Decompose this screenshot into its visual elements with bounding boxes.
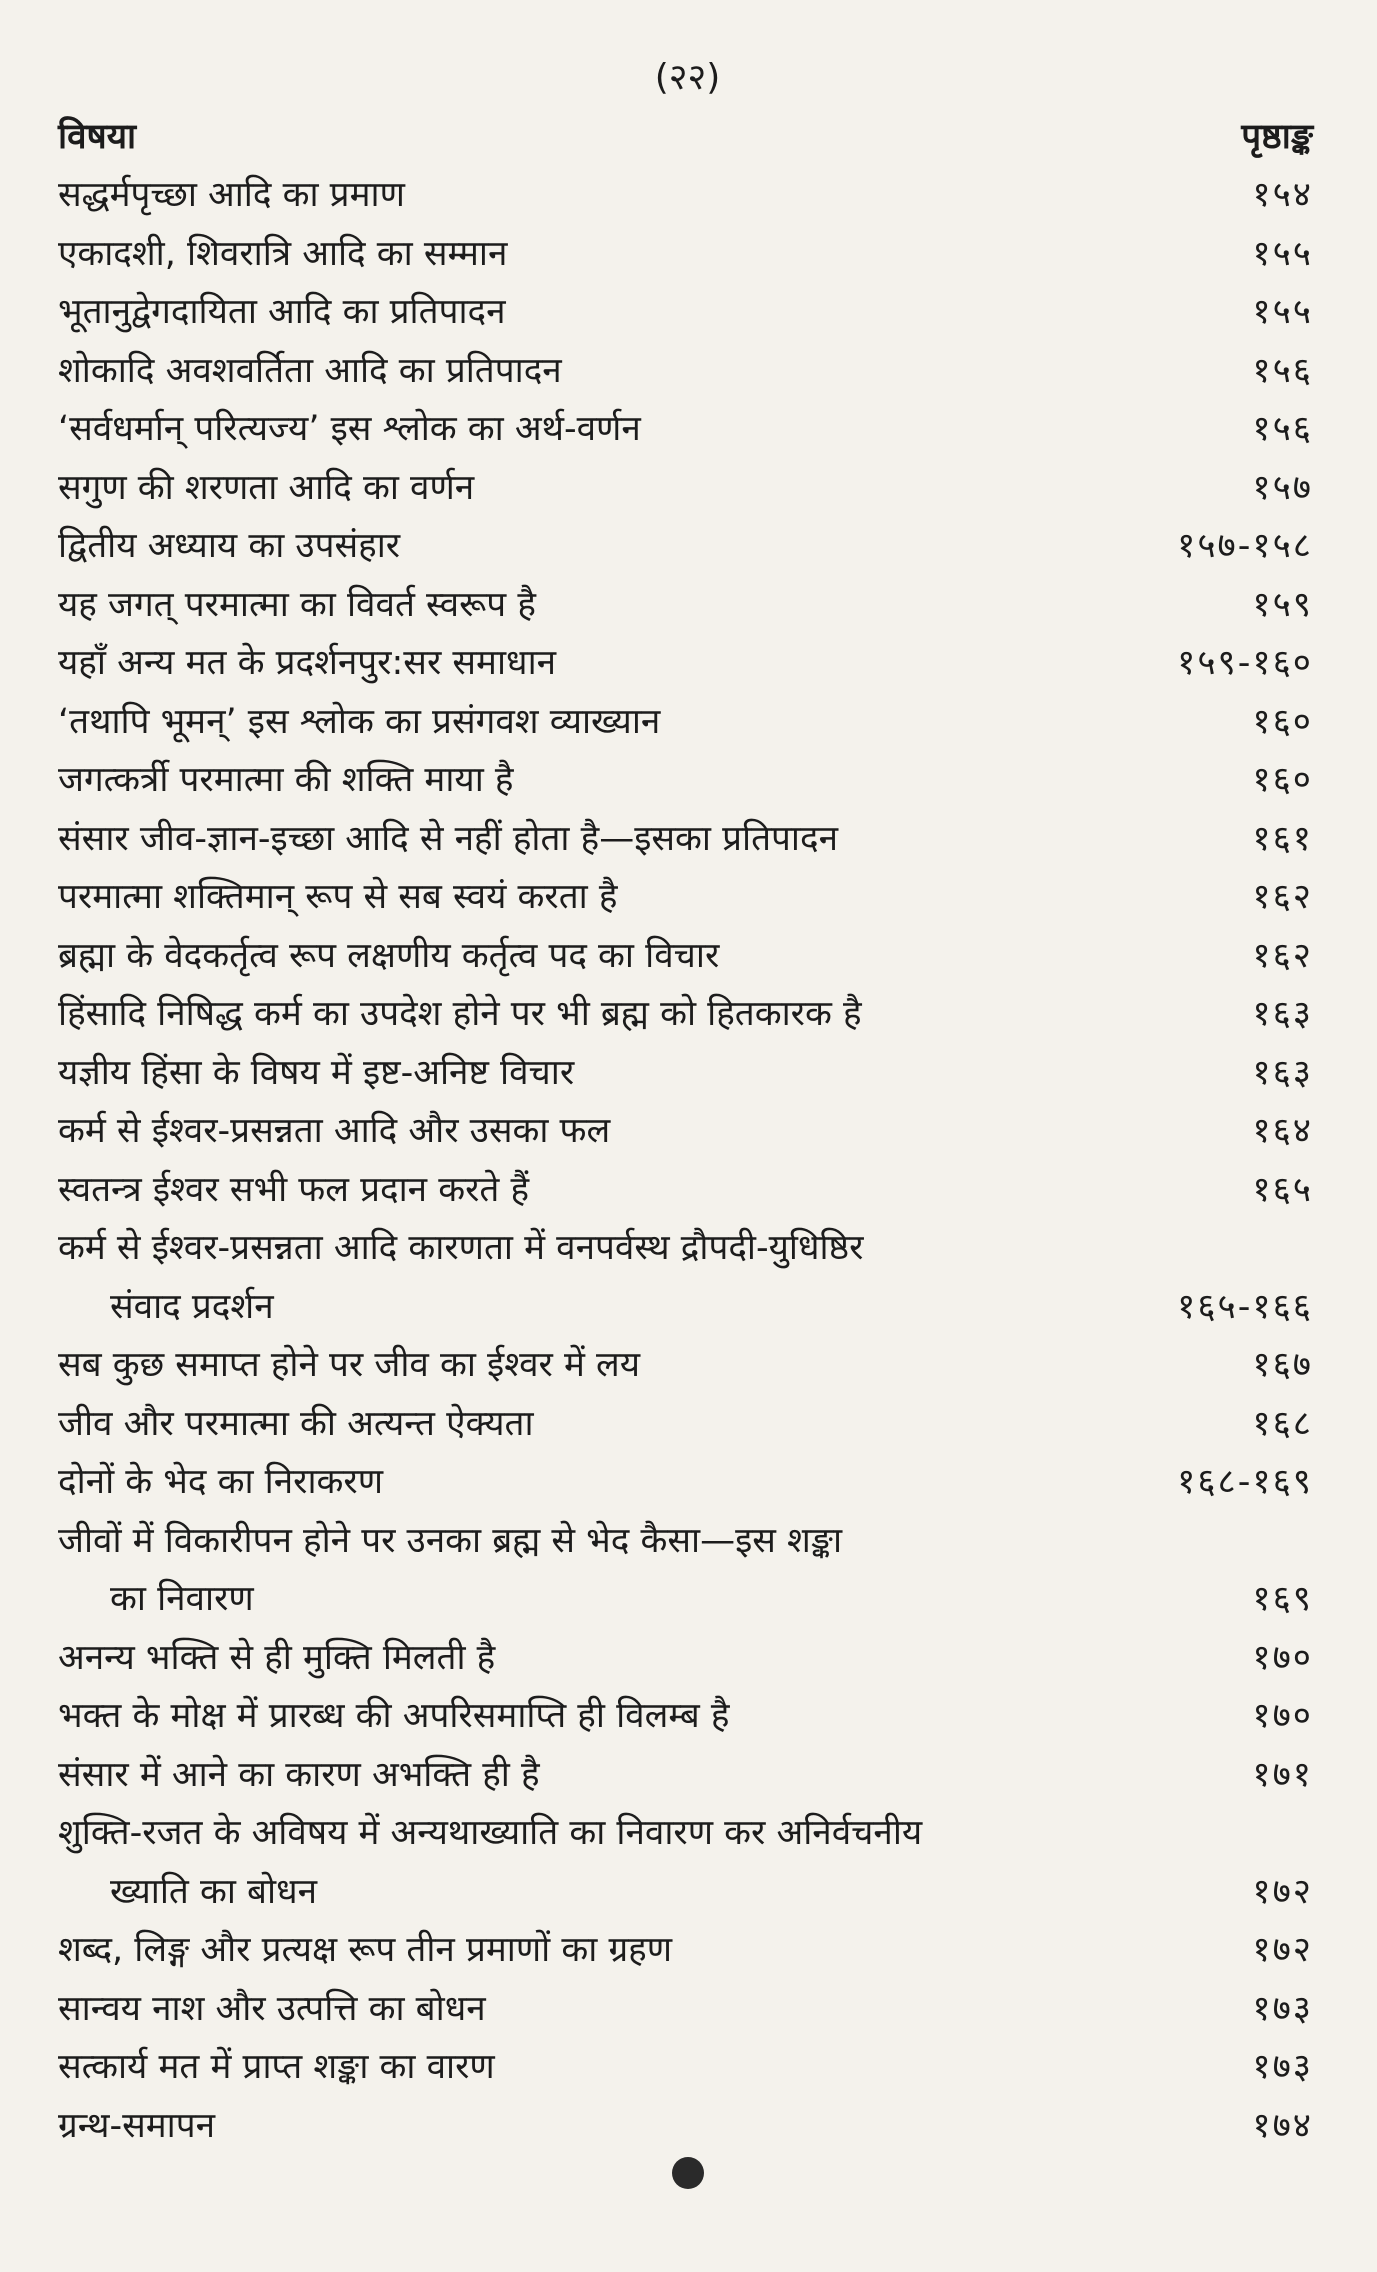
toc-entry-line bbox=[58, 1161, 1317, 1220]
toc-entry bbox=[58, 1687, 1317, 1746]
toc-entry-page: १६९ bbox=[1252, 1579, 1313, 1619]
toc-entry-page: १७३ bbox=[1252, 1988, 1313, 2029]
toc-entry-page: १६० bbox=[1252, 760, 1313, 800]
toc-entry-title: शोकादि अवशवर्तिता आदि का प्रतिपादन bbox=[58, 350, 562, 391]
toc-entry bbox=[58, 810, 1317, 869]
toc-entry bbox=[58, 1512, 1317, 1629]
toc-entry-line bbox=[58, 1453, 1317, 1512]
toc-entry bbox=[58, 576, 1317, 635]
toc-entry-line bbox=[58, 751, 1317, 810]
toc-entry-line bbox=[58, 868, 1317, 927]
toc-entry bbox=[58, 1161, 1317, 1220]
toc-entry-line bbox=[58, 2097, 1317, 2156]
toc-entry-title: संसार में आने का कारण अभक्ति ही है bbox=[58, 1754, 540, 1795]
toc-entry-line bbox=[58, 1336, 1317, 1395]
toc-entry-title: कर्म से ईश्वर-प्रसन्नता आदि और उसका फल bbox=[58, 1111, 611, 1151]
toc-entry-title: भूतानुद्वेगदायिता आदि का प्रतिपादन bbox=[58, 292, 506, 332]
toc-entry-line bbox=[58, 342, 1317, 401]
table-of-contents bbox=[58, 166, 1317, 2155]
toc-entry-title: द्वितीय अध्याय का उपसंहार bbox=[58, 526, 401, 566]
toc-entry-title: एकादशी, शिवरात्रि आदि का सम्मान bbox=[58, 233, 508, 274]
toc-entry-line bbox=[58, 517, 1317, 576]
toc-entry bbox=[58, 517, 1317, 576]
toc-entry bbox=[58, 1395, 1317, 1454]
toc-entry bbox=[58, 400, 1317, 459]
toc-entry-page: १६० bbox=[1252, 701, 1313, 742]
toc-entry bbox=[58, 166, 1317, 225]
toc-entry-line bbox=[58, 1629, 1317, 1688]
toc-entry bbox=[58, 927, 1317, 986]
toc-entry bbox=[58, 693, 1317, 752]
toc-entry bbox=[58, 1746, 1317, 1805]
toc-entry-title-continued: ख्याति का बोधन bbox=[110, 1871, 318, 1912]
toc-entry-title: जीव और परमात्मा की अत्यन्त ऐक्यता bbox=[58, 1403, 534, 1444]
toc-entry-title: सगुण की शरणता आदि का वर्णन bbox=[58, 467, 475, 508]
toc-entry-page: १६३ bbox=[1252, 994, 1313, 1034]
subject-column-label: विषया bbox=[58, 117, 137, 157]
toc-entry-title: जगत्कर्त्री परमात्मा की शक्ति माया है bbox=[58, 760, 514, 800]
toc-entry-page: १५५ bbox=[1252, 292, 1313, 332]
toc-entry-title: संसार जीव-ज्ञान-इच्छा आदि से नहीं होता है—इसका प्रतिपादन bbox=[58, 818, 839, 859]
toc-entry-line bbox=[58, 1395, 1317, 1454]
toc-entry-page: १७४ bbox=[1252, 2105, 1313, 2146]
toc-entry bbox=[58, 283, 1317, 342]
toc-entry-page: १५९ bbox=[1252, 584, 1313, 625]
toc-entry-title: ब्रह्मा के वेदकर्तृत्व रूप लक्षणीय कर्तृत्व पद का विचार bbox=[58, 935, 720, 976]
toc-entry-title: यज्ञीय हिंसा के विषय में इष्ट-अनिष्ट विचार bbox=[58, 1052, 575, 1093]
page-column-label: पृष्ठाङ्क bbox=[1241, 117, 1313, 157]
toc-entry-title: सद्धर्मपृच्छा आदि का प्रमाण bbox=[58, 175, 405, 215]
toc-entry-page: १७३ bbox=[1252, 2047, 1313, 2087]
toc-entry bbox=[58, 1804, 1317, 1921]
toc-entry-line bbox=[58, 1863, 1317, 1922]
toc-entry-page: १६२ bbox=[1252, 935, 1313, 976]
toc-entry-page: १७० bbox=[1252, 1637, 1313, 1678]
toc-entry-title: ग्रन्थ-समापन bbox=[58, 2105, 216, 2146]
toc-entry bbox=[58, 2038, 1317, 2097]
toc-entry-title: स्वतन्त्र ईश्वर सभी फल प्रदान करते हैं bbox=[58, 1169, 530, 1210]
toc-entry bbox=[58, 1453, 1317, 1512]
toc-entry-title: ‘सर्वधर्मान् परित्यज्य’ इस श्लोक का अर्थ-वर्णन bbox=[58, 409, 641, 449]
toc-entry-title: दोनों के भेद का निराकरण bbox=[58, 1462, 384, 1502]
toc-entry-title: सब कुछ समाप्त होने पर जीव का ईश्वर में लय bbox=[58, 1345, 641, 1385]
toc-entry-page: १६३ bbox=[1252, 1052, 1313, 1093]
toc-entry-title-continued: का निवारण bbox=[110, 1579, 254, 1619]
toc-entry-page: १५९-१६० bbox=[1177, 643, 1313, 683]
toc-entry-line bbox=[58, 634, 1317, 693]
toc-entry-title: सान्वय नाश और उत्पत्ति का बोधन bbox=[58, 1988, 486, 2029]
toc-entry-line bbox=[58, 985, 1317, 1044]
toc-entry-line bbox=[58, 1804, 1317, 1863]
toc-entry-line bbox=[58, 459, 1317, 518]
toc-entry-page: १५६ bbox=[1252, 350, 1313, 391]
toc-entry-line bbox=[58, 1278, 1317, 1337]
toc-entry-page: १७२ bbox=[1252, 1930, 1313, 1970]
toc-entry bbox=[58, 1044, 1317, 1103]
toc-entry-line bbox=[58, 1219, 1317, 1278]
toc-entry-line bbox=[58, 225, 1317, 284]
toc-entry bbox=[58, 1629, 1317, 1688]
toc-entry-line bbox=[58, 1570, 1317, 1629]
toc-entry-title: यह जगत् परमात्मा का विवर्त स्वरूप है bbox=[58, 584, 536, 625]
toc-entry-title: परमात्मा शक्तिमान् रूप से सब स्वयं करता है bbox=[58, 877, 618, 917]
toc-entry-title: जीवों में विकारीपन होने पर उनका ब्रह्म से भेद कैसा—इस शङ्का bbox=[58, 1520, 843, 1561]
toc-entry bbox=[58, 634, 1317, 693]
toc-entry bbox=[58, 2097, 1317, 2156]
toc-entry bbox=[58, 1980, 1317, 2039]
toc-entry-page: १५७ bbox=[1252, 467, 1313, 508]
toc-entry-page: १५७-१५८ bbox=[1177, 526, 1313, 566]
toc-entry bbox=[58, 225, 1317, 284]
toc-entry-line bbox=[58, 693, 1317, 752]
toc-entry-title: ‘तथापि भूमन्’ इस श्लोक का प्रसंगवश व्याख्यान bbox=[58, 701, 661, 742]
toc-entry-title: शुक्ति-रजत के अविषय में अन्यथाख्याति का निवारण कर अनिर्वचनीय bbox=[58, 1813, 923, 1853]
toc-entry-line bbox=[58, 576, 1317, 635]
toc-entry bbox=[58, 1336, 1317, 1395]
bullet-mark bbox=[672, 2157, 704, 2189]
toc-entry-line bbox=[58, 1921, 1317, 1980]
toc-entry-line bbox=[58, 2038, 1317, 2097]
page-number: (२२) bbox=[654, 57, 721, 98]
toc-entry-title: शब्द, लिङ्ग और प्रत्यक्ष रूप तीन प्रमाणों का ग्रहण bbox=[58, 1930, 673, 1970]
toc-entry-page: १५४ bbox=[1252, 175, 1313, 215]
toc-entry-title: सत्कार्य मत में प्राप्त शङ्का का वारण bbox=[58, 2047, 495, 2087]
toc-entry-line bbox=[58, 810, 1317, 869]
toc-entry-page: १६८ bbox=[1252, 1403, 1313, 1444]
toc-header bbox=[58, 108, 1317, 166]
toc-entry-title-continued: संवाद प्रदर्शन bbox=[110, 1286, 274, 1327]
toc-entry bbox=[58, 1921, 1317, 1980]
toc-entry-page: १६५ bbox=[1252, 1169, 1313, 1210]
toc-entry-page: १७१ bbox=[1252, 1754, 1313, 1795]
toc-entry-line bbox=[58, 283, 1317, 342]
toc-entry-line bbox=[58, 400, 1317, 459]
toc-entry-page: १६१ bbox=[1252, 818, 1313, 859]
toc-entry-page: १६५-१६६ bbox=[1177, 1286, 1313, 1327]
toc-entry-line bbox=[58, 1512, 1317, 1571]
toc-entry-page: १७२ bbox=[1252, 1871, 1313, 1912]
toc-entry bbox=[58, 868, 1317, 927]
toc-entry-line bbox=[58, 1746, 1317, 1805]
toc-entry bbox=[58, 985, 1317, 1044]
toc-entry-page: १६४ bbox=[1252, 1111, 1313, 1151]
toc-entry bbox=[58, 342, 1317, 401]
toc-entry-title: कर्म से ईश्वर-प्रसन्नता आदि कारणता में वनपर्वस्थ द्रौपदी-युधिष्ठिर bbox=[58, 1228, 864, 1268]
toc-entry-line bbox=[58, 1687, 1317, 1746]
toc-entry-line bbox=[58, 1980, 1317, 2039]
toc-entry-line bbox=[58, 927, 1317, 986]
toc-entry-page: १६२ bbox=[1252, 877, 1313, 917]
toc-entry-line bbox=[58, 1044, 1317, 1103]
toc-entry-page: १६८-१६९ bbox=[1177, 1462, 1313, 1502]
toc-entry bbox=[58, 1102, 1317, 1161]
toc-entry bbox=[58, 751, 1317, 810]
toc-entry bbox=[58, 1219, 1317, 1336]
toc-entry-line bbox=[58, 166, 1317, 225]
toc-entry bbox=[58, 459, 1317, 518]
toc-entry-line bbox=[58, 1102, 1317, 1161]
toc-entry-page: १७० bbox=[1252, 1696, 1313, 1736]
toc-entry-page: १५५ bbox=[1252, 233, 1313, 274]
toc-entry-title: भक्त के मोक्ष में प्रारब्ध की अपरिसमाप्ति ही विलम्ब है bbox=[58, 1696, 730, 1736]
toc-entry-title: हिंसादि निषिद्ध कर्म का उपदेश होने पर भी ब्रह्म को हितकारक है bbox=[58, 994, 862, 1034]
toc-entry-title: अनन्य भक्ति से ही मुक्ति मिलती है bbox=[58, 1637, 496, 1678]
toc-entry-page: १६७ bbox=[1252, 1345, 1313, 1385]
toc-entry-page: १५६ bbox=[1252, 409, 1313, 449]
toc-entry-title: यहाँ अन्य मत के प्रदर्शनपुर:सर समाधान bbox=[58, 643, 557, 683]
